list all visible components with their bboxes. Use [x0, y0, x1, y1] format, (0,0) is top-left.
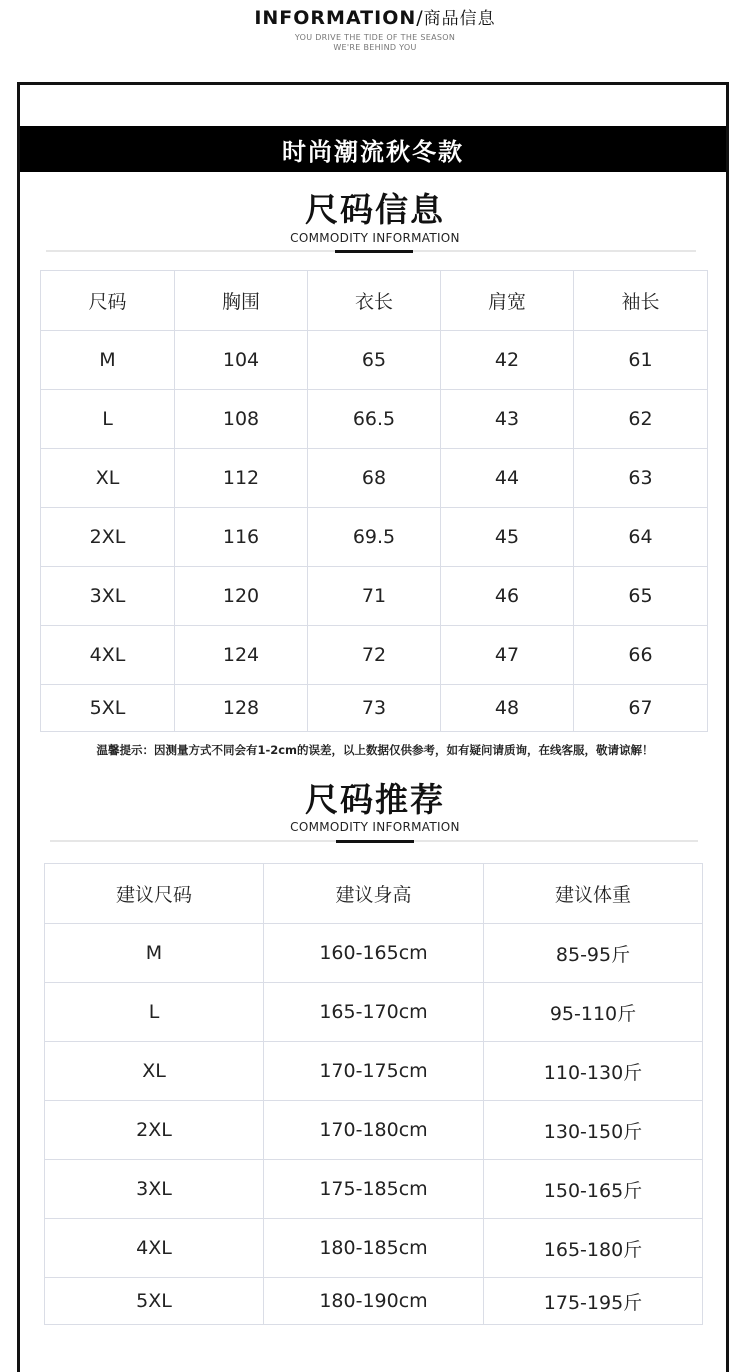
size-info-subtitle: COMMODITY INFORMATION	[290, 231, 460, 245]
table-row	[41, 508, 708, 567]
size-table-header-cell: 胸围	[175, 271, 308, 331]
table-cell: 48	[441, 685, 574, 732]
table-cell: 124	[175, 626, 308, 685]
table-row	[41, 626, 708, 685]
table-cell: 72	[308, 626, 441, 685]
table-cell: 63	[574, 449, 708, 508]
table-cell: 68	[308, 449, 441, 508]
table-cell: 175-185cm	[264, 1160, 484, 1219]
table-cell: 65	[308, 331, 441, 390]
table-cell: XL	[41, 449, 175, 508]
size-info-title: 尺码信息	[305, 190, 445, 229]
size-table-header-cell: 袖长	[574, 271, 708, 331]
size-info-table	[40, 270, 708, 732]
table-cell: 120	[175, 567, 308, 626]
table-cell: 180-185cm	[264, 1219, 484, 1278]
table-cell: 170-175cm	[264, 1042, 484, 1101]
table-cell: M	[45, 924, 264, 983]
table-cell: 130-150斤	[484, 1101, 703, 1160]
table-cell: 65	[574, 567, 708, 626]
table-row	[45, 924, 703, 983]
table-cell: 85-95斤	[484, 924, 703, 983]
table-cell: L	[41, 390, 175, 449]
table-cell: 3XL	[41, 567, 175, 626]
table-cell: 71	[308, 567, 441, 626]
size-table-header-cell: 衣长	[308, 271, 441, 331]
table-cell: 46	[441, 567, 574, 626]
header-title-en: INFORMATION	[254, 7, 417, 29]
table-cell: M	[41, 331, 175, 390]
table-cell: 45	[441, 508, 574, 567]
table-cell: 67	[574, 685, 708, 732]
table-cell: 112	[175, 449, 308, 508]
table-cell: 69.5	[308, 508, 441, 567]
table-cell: 47	[441, 626, 574, 685]
table-cell: 4XL	[41, 626, 175, 685]
table-cell: 3XL	[45, 1160, 264, 1219]
table-cell: 165-170cm	[264, 983, 484, 1042]
rec-table-header-cell: 建议尺码	[45, 864, 264, 924]
table-cell: 108	[175, 390, 308, 449]
page-header	[0, 0, 750, 70]
measurement-note: 温馨提示：因测量方式不同会有1-2cm的误差，以上数据仅供参考，如有疑问请质询，在线客服，敬请谅解！	[96, 743, 654, 757]
rec-table-header-cell: 建议身高	[264, 864, 484, 924]
table-cell: L	[45, 983, 264, 1042]
size-rec-table	[44, 863, 703, 1325]
header-subtitle-line2: WE'RE BEHIND YOU	[333, 43, 417, 52]
table-cell: 43	[441, 390, 574, 449]
table-cell: 175-195斤	[484, 1278, 703, 1325]
size-rec-underline-accent	[336, 840, 414, 843]
table-cell: 150-165斤	[484, 1160, 703, 1219]
size-table-header-row	[41, 271, 708, 331]
table-cell: 73	[308, 685, 441, 732]
size-table-header-cell: 肩宽	[441, 271, 574, 331]
table-cell: 95-110斤	[484, 983, 703, 1042]
table-cell: 5XL	[45, 1278, 264, 1325]
table-cell: 66	[574, 626, 708, 685]
header-title-cn: 商品信息	[423, 9, 496, 29]
table-row	[45, 983, 703, 1042]
table-cell: 2XL	[45, 1101, 264, 1160]
table-row	[45, 1042, 703, 1101]
table-row	[41, 567, 708, 626]
table-cell: 44	[441, 449, 574, 508]
table-cell: XL	[45, 1042, 264, 1101]
size-rec-title: 尺码推荐	[305, 780, 445, 819]
table-cell: 116	[175, 508, 308, 567]
table-row	[45, 1101, 703, 1160]
table-cell: 104	[175, 331, 308, 390]
table-cell: 170-180cm	[264, 1101, 484, 1160]
table-cell: 5XL	[41, 685, 175, 732]
header-subtitle-line1: YOU DRIVE THE TIDE OF THE SEASON	[294, 33, 456, 42]
table-row	[41, 449, 708, 508]
table-cell: 180-190cm	[264, 1278, 484, 1325]
table-row	[41, 390, 708, 449]
table-row	[45, 1160, 703, 1219]
table-row	[45, 1219, 703, 1278]
page-header-title	[0, 4, 750, 29]
table-cell: 62	[574, 390, 708, 449]
size-table-header-cell: 尺码	[41, 271, 175, 331]
table-cell: 42	[441, 331, 574, 390]
table-row	[41, 331, 708, 390]
rec-table-header-row	[45, 864, 703, 924]
table-cell: 61	[574, 331, 708, 390]
table-row	[41, 685, 708, 732]
table-row	[45, 1278, 703, 1325]
table-cell: 165-180斤	[484, 1219, 703, 1278]
table-cell: 4XL	[45, 1219, 264, 1278]
header-title-separator: /	[416, 7, 424, 29]
table-cell: 160-165cm	[264, 924, 484, 983]
table-cell: 128	[175, 685, 308, 732]
table-cell: 2XL	[41, 508, 175, 567]
rec-table-header-cell: 建议体重	[484, 864, 703, 924]
table-cell: 64	[574, 508, 708, 567]
table-cell: 66.5	[308, 390, 441, 449]
size-rec-subtitle: COMMODITY INFORMATION	[290, 820, 460, 834]
table-cell: 110-130斤	[484, 1042, 703, 1101]
size-info-underline-accent	[335, 250, 413, 253]
product-banner: 时尚潮流秋冬款	[20, 126, 726, 172]
